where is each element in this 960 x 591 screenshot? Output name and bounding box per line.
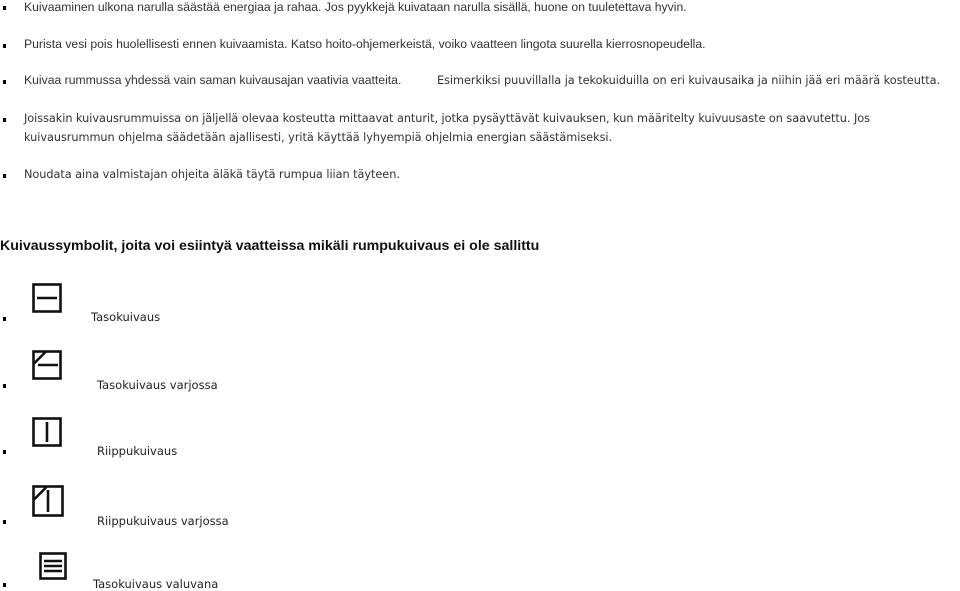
symbol-label: Tasokuivaus varjossa xyxy=(97,378,218,392)
list-item: Purista vesi pois huolellisesti ennen kuivaamista. Katso hoito-ohjemerkeistä, voiko vaatteen lingota suurella kierrosnopeudella. xyxy=(24,37,706,51)
list-item: Kuivaaminen ulkona narulla säästää energiaa ja rahaa. Jos pyykkejä kuivataan narulla sisällä, huone on tuuletettava hyvin. xyxy=(24,0,687,14)
line-drying-icon xyxy=(32,417,62,447)
symbol-label: Riippukuivaus varjossa xyxy=(97,514,229,528)
symbol-label: Tasokuivaus valuvana xyxy=(93,577,219,591)
bullet-marker xyxy=(3,80,6,84)
bullet-marker xyxy=(3,317,6,321)
flat-drying-shade-icon xyxy=(32,350,62,380)
bullet-marker xyxy=(3,450,6,454)
bullet-marker xyxy=(3,583,6,587)
drip-flat-drying-icon xyxy=(39,552,67,580)
symbol-label: Tasokuivaus xyxy=(91,310,161,324)
line-drying-shade-icon xyxy=(32,485,64,517)
list-item: Kuivaa rummussa yhdessä vain saman kuivausajan vaativia vaatteita. xyxy=(24,73,402,87)
flat-drying-icon xyxy=(32,283,62,313)
list-item: Noudata aina valmistajan ohjeita äläkä täytä rumpua liian täyteen. xyxy=(24,168,400,181)
bullet-marker xyxy=(3,118,6,122)
symbol-label: Riippukuivaus xyxy=(97,444,178,458)
bullet-marker xyxy=(3,520,6,524)
section-heading: Kuivaussymbolit, joita voi esiintyä vaatteissa mikäli rumpukuivaus ei ole sallittu xyxy=(0,238,540,254)
bullet-marker xyxy=(3,44,6,48)
list-item: Joissakin kuivausrummuissa on jäljellä olevaa kosteutta mittaavat anturit, jotka pysäyttävät kuivauksen, kun määritelty kuivuusaste on saavutettu. Jos xyxy=(24,112,870,125)
bullet-marker xyxy=(3,6,6,10)
list-item-continuation: Esimerkiksi puuvillalla ja tekokuiduilla on eri kuivausaika ja niihin jää eri määrä kosteutta. xyxy=(437,74,940,87)
bullet-marker xyxy=(3,384,6,388)
bullet-marker xyxy=(3,174,6,178)
list-item-continuation: kuivausrummun ohjelma säädetään ajallisesti, yritä käyttää lyhyempiä ohjelmia energian säästämiseksi. xyxy=(24,131,613,144)
